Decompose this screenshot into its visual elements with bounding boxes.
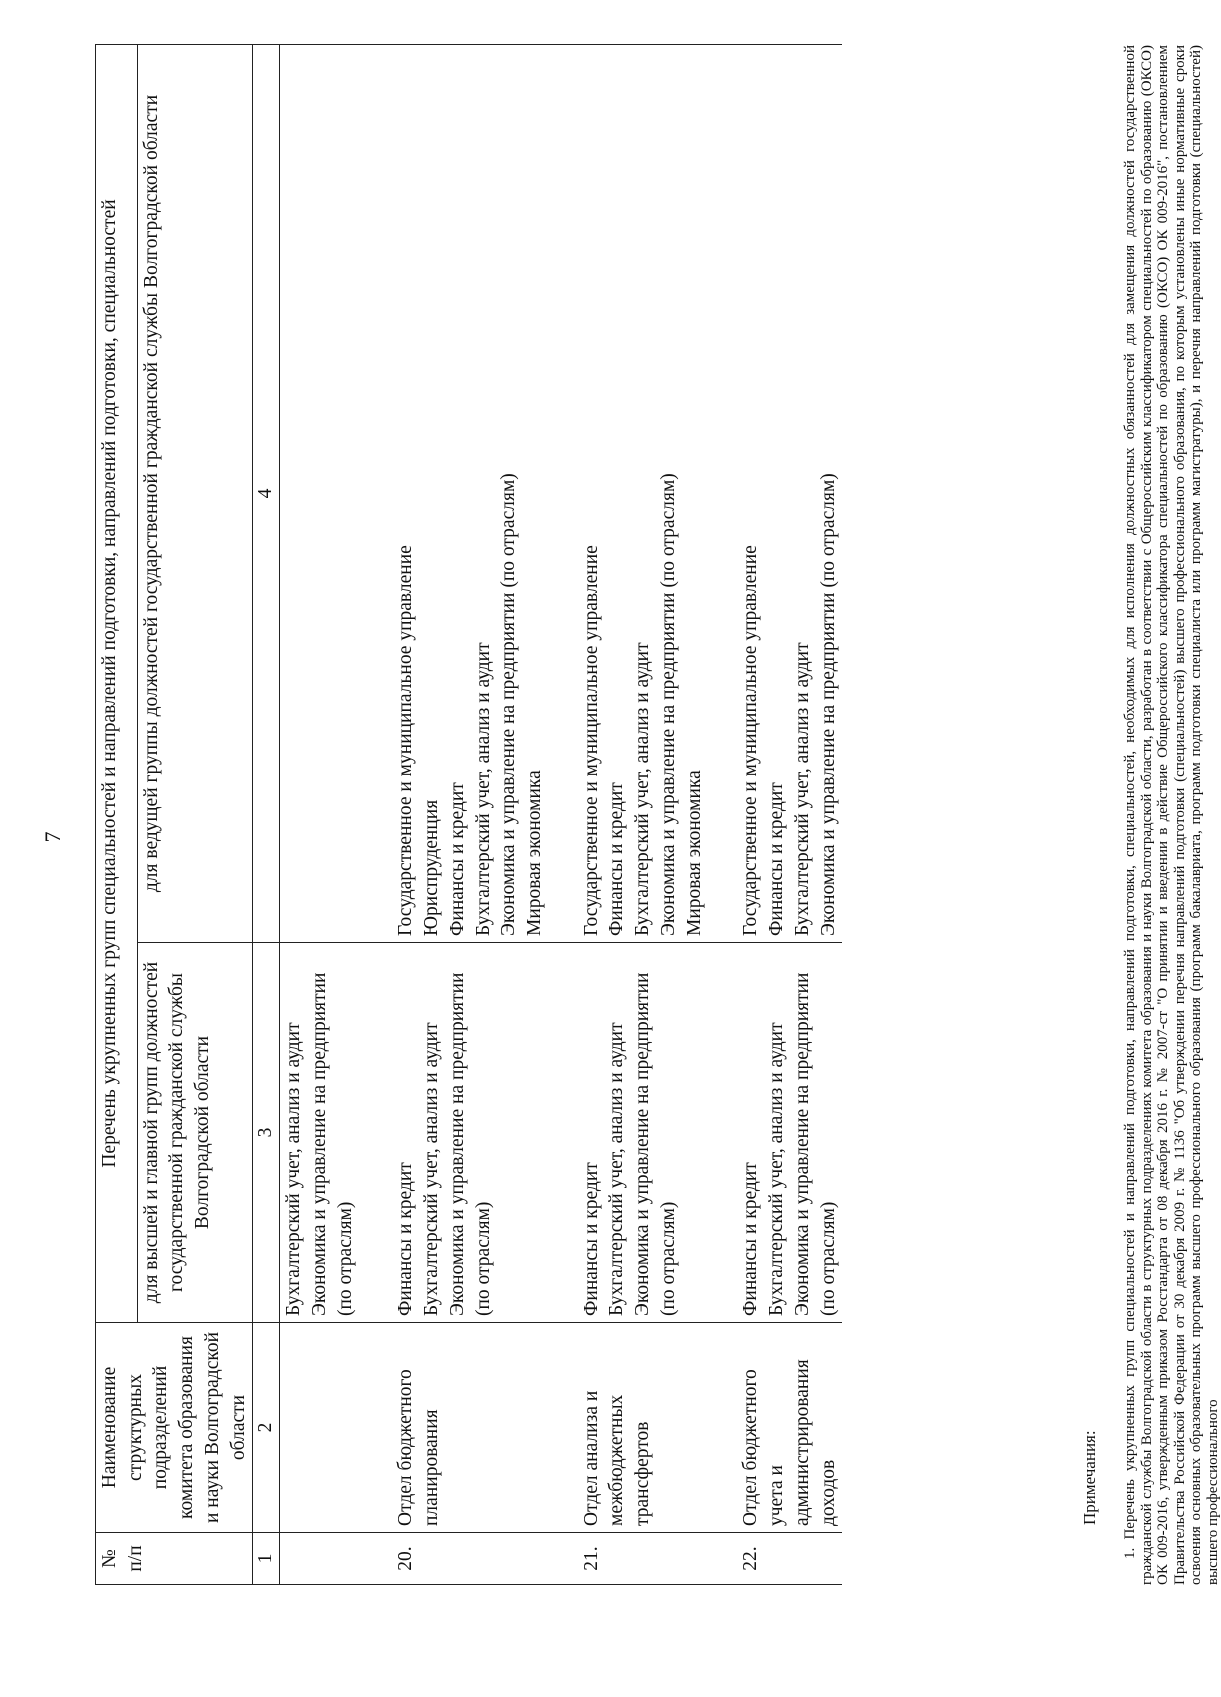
specialty-item: Мировая экономика bbox=[524, 770, 546, 936]
specialty-item: Экономика и управление на предприятии (по отраслям) bbox=[498, 473, 520, 936]
unit-name: Отдел бюджетного планирования bbox=[359, 1323, 548, 1533]
leading-group-specialties bbox=[359, 44, 548, 942]
notes-section bbox=[1080, 45, 1221, 1585]
specialty-item: Финансы и кредит bbox=[446, 782, 468, 936]
specialty-item: Бухгалтерский учет, анализ и аудит bbox=[421, 1022, 443, 1316]
notes-title: Примечания: bbox=[1080, 1430, 1099, 1525]
unit-name bbox=[280, 1323, 360, 1533]
specialty-item: Финансы и кредит bbox=[395, 1162, 417, 1316]
higher-group-specialties bbox=[549, 943, 709, 1323]
specialty-item: Финансы и кредит bbox=[580, 1162, 602, 1316]
unit-name: Отдел бюджетного учета и администрирования доходов bbox=[708, 1323, 842, 1533]
header-group-title: Перечень укрупненных групп специальностей и направлений подготовки, направлений подготовки, специальностей bbox=[96, 44, 138, 1322]
specialty-item: Финансы и кредит bbox=[766, 782, 788, 936]
specialty-item: Бухгалтерский учет, анализ и аудит bbox=[472, 642, 494, 936]
column-index-4: 4 bbox=[253, 44, 280, 942]
row-number: 20. bbox=[359, 1533, 548, 1585]
specialties-table bbox=[95, 44, 842, 1585]
table-row bbox=[549, 44, 709, 1584]
higher-group-specialties bbox=[280, 943, 360, 1323]
row-number: 21. bbox=[549, 1533, 709, 1585]
specialty-item: Экономика и управление на предприятии (по отраслям) bbox=[632, 972, 679, 1316]
column-index-row bbox=[253, 44, 280, 1584]
specialty-item: Финансы и кредит bbox=[606, 782, 628, 936]
specialty-item: Государственное и муниципальное управление bbox=[740, 545, 762, 936]
specialty-item: Бухгалтерский учет, анализ и аудит bbox=[791, 642, 813, 936]
header-col-unit-name: Наименование структурных подразделений комитета образования и науки Волгоградской области bbox=[96, 1323, 253, 1533]
header-col-number: № п/п bbox=[96, 1533, 253, 1585]
higher-group-specialties bbox=[708, 943, 842, 1323]
table-row bbox=[280, 44, 360, 1584]
unit-name: Отдел анализа и межбюджетных трансфертов bbox=[549, 1323, 709, 1533]
row-number bbox=[280, 1533, 360, 1585]
specialty-item: Мировая экономика bbox=[683, 770, 705, 936]
specialty-item: Финансы и кредит bbox=[740, 1162, 762, 1316]
specialty-item: Бухгалтерский учет, анализ и аудит bbox=[606, 1022, 628, 1316]
specialty-item: Экономика и управление на предприятии (по отраслям) bbox=[657, 473, 679, 936]
leading-group-specialties bbox=[549, 44, 709, 942]
higher-group-specialties bbox=[359, 943, 548, 1323]
table-row bbox=[359, 44, 548, 1584]
page-number: 7 bbox=[40, 831, 65, 843]
specialty-item: Бухгалтерский учет, анализ и аудит bbox=[632, 642, 654, 936]
specialty-item: Юриспруденция bbox=[421, 799, 443, 936]
column-index-1: 1 bbox=[253, 1533, 280, 1585]
notes-text: 1. Перечень укрупненных групп специальностей и направлений подготовки, направлений подготовки, специальностей, необходимых для исполнения должностных обязанностей для замещения должностей государственной гражданской службы Волгоградской области в структурных подразделениях комитета образования и науки Волгоградской области, разработан в соответствии с Общероссийским классификатором специальностей по образованию (ОКСО) ОК 009-2016, утвержденным приказом Росстандарта от 08 декабря 2016 г. № 2007-ст "О принятии и введении в действие Общероссийского классификатора специальностей по образованию (ОКСО) ОК 009-2016", постановлением Правительства Российской Федерации от 30 декабря 2009 г. № 1136 "Об утверждении перечня направлений подготовки (специальностей) высшего профессионального образования, по которым установлены иные нормативные сроки освоения основных образовательных программ высшего профессионального образования (программ бакалавриата, программ подготовки специалиста или программ магистратуры), и перечня направлений подготовки (специальностей) высшего профессионального bbox=[1122, 45, 1221, 1585]
header-col-higher-group: для высшей и главной групп должностей государственной гражданской службы Волгоградской области bbox=[137, 943, 253, 1323]
specialty-item: Бухгалтерский учет, анализ и аудит bbox=[766, 1022, 788, 1316]
column-index-3: 3 bbox=[253, 943, 280, 1323]
header-col-leading-group: для ведущей группы должностей государственной гражданской службы Волгоградской области bbox=[137, 44, 253, 942]
leading-group-specialties bbox=[708, 44, 842, 942]
header-row-1 bbox=[96, 44, 138, 1584]
specialty-item: Экономика и управление на предприятии (по отраслям) bbox=[308, 972, 356, 1316]
leading-group-specialties bbox=[280, 44, 360, 942]
specialty-item: Экономика и управление на предприятии (по отраслям) bbox=[817, 473, 839, 936]
specialty-item: Государственное и муниципальное управление bbox=[395, 545, 417, 936]
row-number: 22. bbox=[708, 1533, 842, 1585]
specialty-item: Бухгалтерский учет, анализ и аудит bbox=[283, 1022, 305, 1316]
specialty-item: Государственное и муниципальное управление bbox=[580, 545, 602, 936]
specialty-item: Экономика и управление на предприятии (по отраслям) bbox=[446, 972, 494, 1316]
table-row bbox=[708, 44, 842, 1584]
specialty-item: Экономика и управление на предприятии (по отраслям) bbox=[791, 972, 839, 1316]
column-index-2: 2 bbox=[253, 1323, 280, 1533]
